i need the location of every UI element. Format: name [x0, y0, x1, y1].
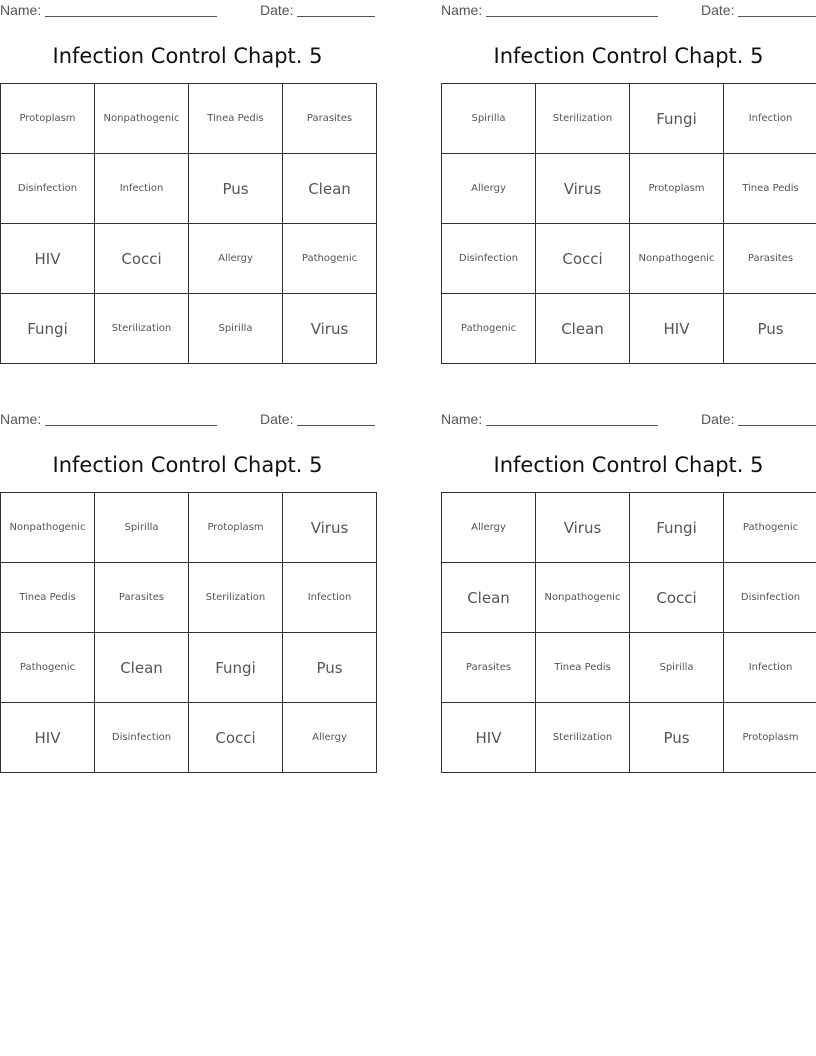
bingo-cell: Clean: [95, 633, 189, 703]
bingo-cell: Pathogenic: [283, 224, 377, 294]
card-header: [0, 411, 375, 429]
name-blank: [45, 16, 217, 17]
bingo-cell: Tinea Pedis: [189, 84, 283, 154]
bingo-cell: Spirilla: [95, 493, 189, 563]
bingo-cell: Sterilization: [536, 84, 630, 154]
bingo-cell: Pathogenic: [1, 633, 95, 703]
bingo-cell: Parasites: [724, 224, 816, 294]
bingo-cell: HIV: [442, 703, 536, 773]
bingo-cell: Spirilla: [189, 294, 283, 364]
grid-row: [1, 563, 377, 633]
bingo-cell: Protoplasm: [630, 154, 724, 224]
date-label: Date:: [260, 411, 294, 427]
bingo-cell: Pus: [630, 703, 724, 773]
bingo-cell: Disinfection: [95, 703, 189, 773]
bingo-grid: [441, 83, 816, 364]
bingo-cell: Sterilization: [189, 563, 283, 633]
grid-row: [442, 703, 816, 773]
bingo-cell: Allergy: [442, 493, 536, 563]
bingo-card-4: [441, 409, 816, 774]
bingo-cell: Clean: [442, 563, 536, 633]
bingo-cell: Tinea Pedis: [536, 633, 630, 703]
bingo-cell: Protoplasm: [189, 493, 283, 563]
grid-row: [1, 493, 377, 563]
bingo-cell: Virus: [283, 493, 377, 563]
bingo-cell: Protoplasm: [1, 84, 95, 154]
bingo-cell: Disinfection: [1, 154, 95, 224]
grid-row: [1, 224, 377, 294]
grid-row: [1, 154, 377, 224]
bingo-cell: Clean: [283, 154, 377, 224]
grid-row: [442, 563, 816, 633]
date-blank: [297, 425, 375, 426]
bingo-cell: Disinfection: [724, 563, 816, 633]
bingo-cell: Nonpathogenic: [1, 493, 95, 563]
bingo-cell: Infection: [724, 84, 816, 154]
date-label: Date:: [701, 411, 735, 427]
card-header: [441, 2, 816, 20]
bingo-cell: Infection: [283, 563, 377, 633]
grid-row: [442, 224, 816, 294]
bingo-cell: Allergy: [189, 224, 283, 294]
grid-row: [1, 703, 377, 773]
bingo-grid: [0, 492, 377, 773]
date-label: Date:: [260, 2, 294, 18]
bingo-cell: Pus: [189, 154, 283, 224]
grid-row: [1, 84, 377, 154]
bingo-cell: Allergy: [442, 154, 536, 224]
bingo-cell: Tinea Pedis: [1, 563, 95, 633]
bingo-grid: [0, 83, 377, 364]
bingo-card-2: [441, 0, 816, 365]
bingo-cell: Virus: [283, 294, 377, 364]
name-blank: [45, 425, 217, 426]
bingo-cell: Disinfection: [442, 224, 536, 294]
date-label: Date:: [701, 2, 735, 18]
bingo-cell: Parasites: [283, 84, 377, 154]
bingo-cell: Fungi: [1, 294, 95, 364]
name-label: Name:: [441, 2, 483, 18]
bingo-card-3: [0, 409, 375, 774]
name-label: Name:: [0, 411, 42, 427]
bingo-cell: HIV: [1, 703, 95, 773]
card-title: Infection Control Chapt. 5: [52, 44, 323, 68]
card-title: Infection Control Chapt. 5: [493, 44, 764, 68]
bingo-grid: [441, 492, 816, 773]
grid-row: [442, 154, 816, 224]
bingo-cell: Parasites: [95, 563, 189, 633]
bingo-card-1: [0, 0, 375, 365]
bingo-cell: Protoplasm: [724, 703, 816, 773]
grid-row: [442, 294, 816, 364]
card-title: Infection Control Chapt. 5: [52, 453, 323, 477]
bingo-cell: Cocci: [95, 224, 189, 294]
bingo-cell: Infection: [95, 154, 189, 224]
bingo-cell: Cocci: [536, 224, 630, 294]
bingo-cell: Nonpathogenic: [95, 84, 189, 154]
card-header: [0, 2, 375, 20]
bingo-cell: Pathogenic: [724, 493, 816, 563]
bingo-cell: Sterilization: [536, 703, 630, 773]
grid-row: [1, 633, 377, 703]
bingo-cell: Virus: [536, 493, 630, 563]
bingo-cell: Cocci: [630, 563, 724, 633]
bingo-cell: Pathogenic: [442, 294, 536, 364]
bingo-cell: Nonpathogenic: [536, 563, 630, 633]
name-blank: [486, 425, 658, 426]
bingo-cell: Fungi: [630, 84, 724, 154]
name-label: Name:: [441, 411, 483, 427]
card-header: [441, 411, 816, 429]
bingo-cell: Clean: [536, 294, 630, 364]
bingo-cell: Allergy: [283, 703, 377, 773]
bingo-cell: Cocci: [189, 703, 283, 773]
bingo-cell: Parasites: [442, 633, 536, 703]
bingo-cell: HIV: [630, 294, 724, 364]
date-blank: [297, 16, 375, 17]
bingo-cell: Pus: [283, 633, 377, 703]
grid-row: [1, 294, 377, 364]
bingo-cell: Tinea Pedis: [724, 154, 816, 224]
bingo-cell: Infection: [724, 633, 816, 703]
bingo-cell: Pus: [724, 294, 816, 364]
name-blank: [486, 16, 658, 17]
name-label: Name:: [0, 2, 42, 18]
grid-row: [442, 633, 816, 703]
bingo-cell: Fungi: [189, 633, 283, 703]
bingo-cell: HIV: [1, 224, 95, 294]
card-title: Infection Control Chapt. 5: [493, 453, 764, 477]
date-blank: [738, 16, 816, 17]
date-blank: [738, 425, 816, 426]
bingo-cell: Spirilla: [630, 633, 724, 703]
bingo-cell: Nonpathogenic: [630, 224, 724, 294]
bingo-cell: Sterilization: [95, 294, 189, 364]
grid-row: [442, 493, 816, 563]
bingo-cell: Virus: [536, 154, 630, 224]
bingo-cell: Spirilla: [442, 84, 536, 154]
bingo-cell: Fungi: [630, 493, 724, 563]
grid-row: [442, 84, 816, 154]
